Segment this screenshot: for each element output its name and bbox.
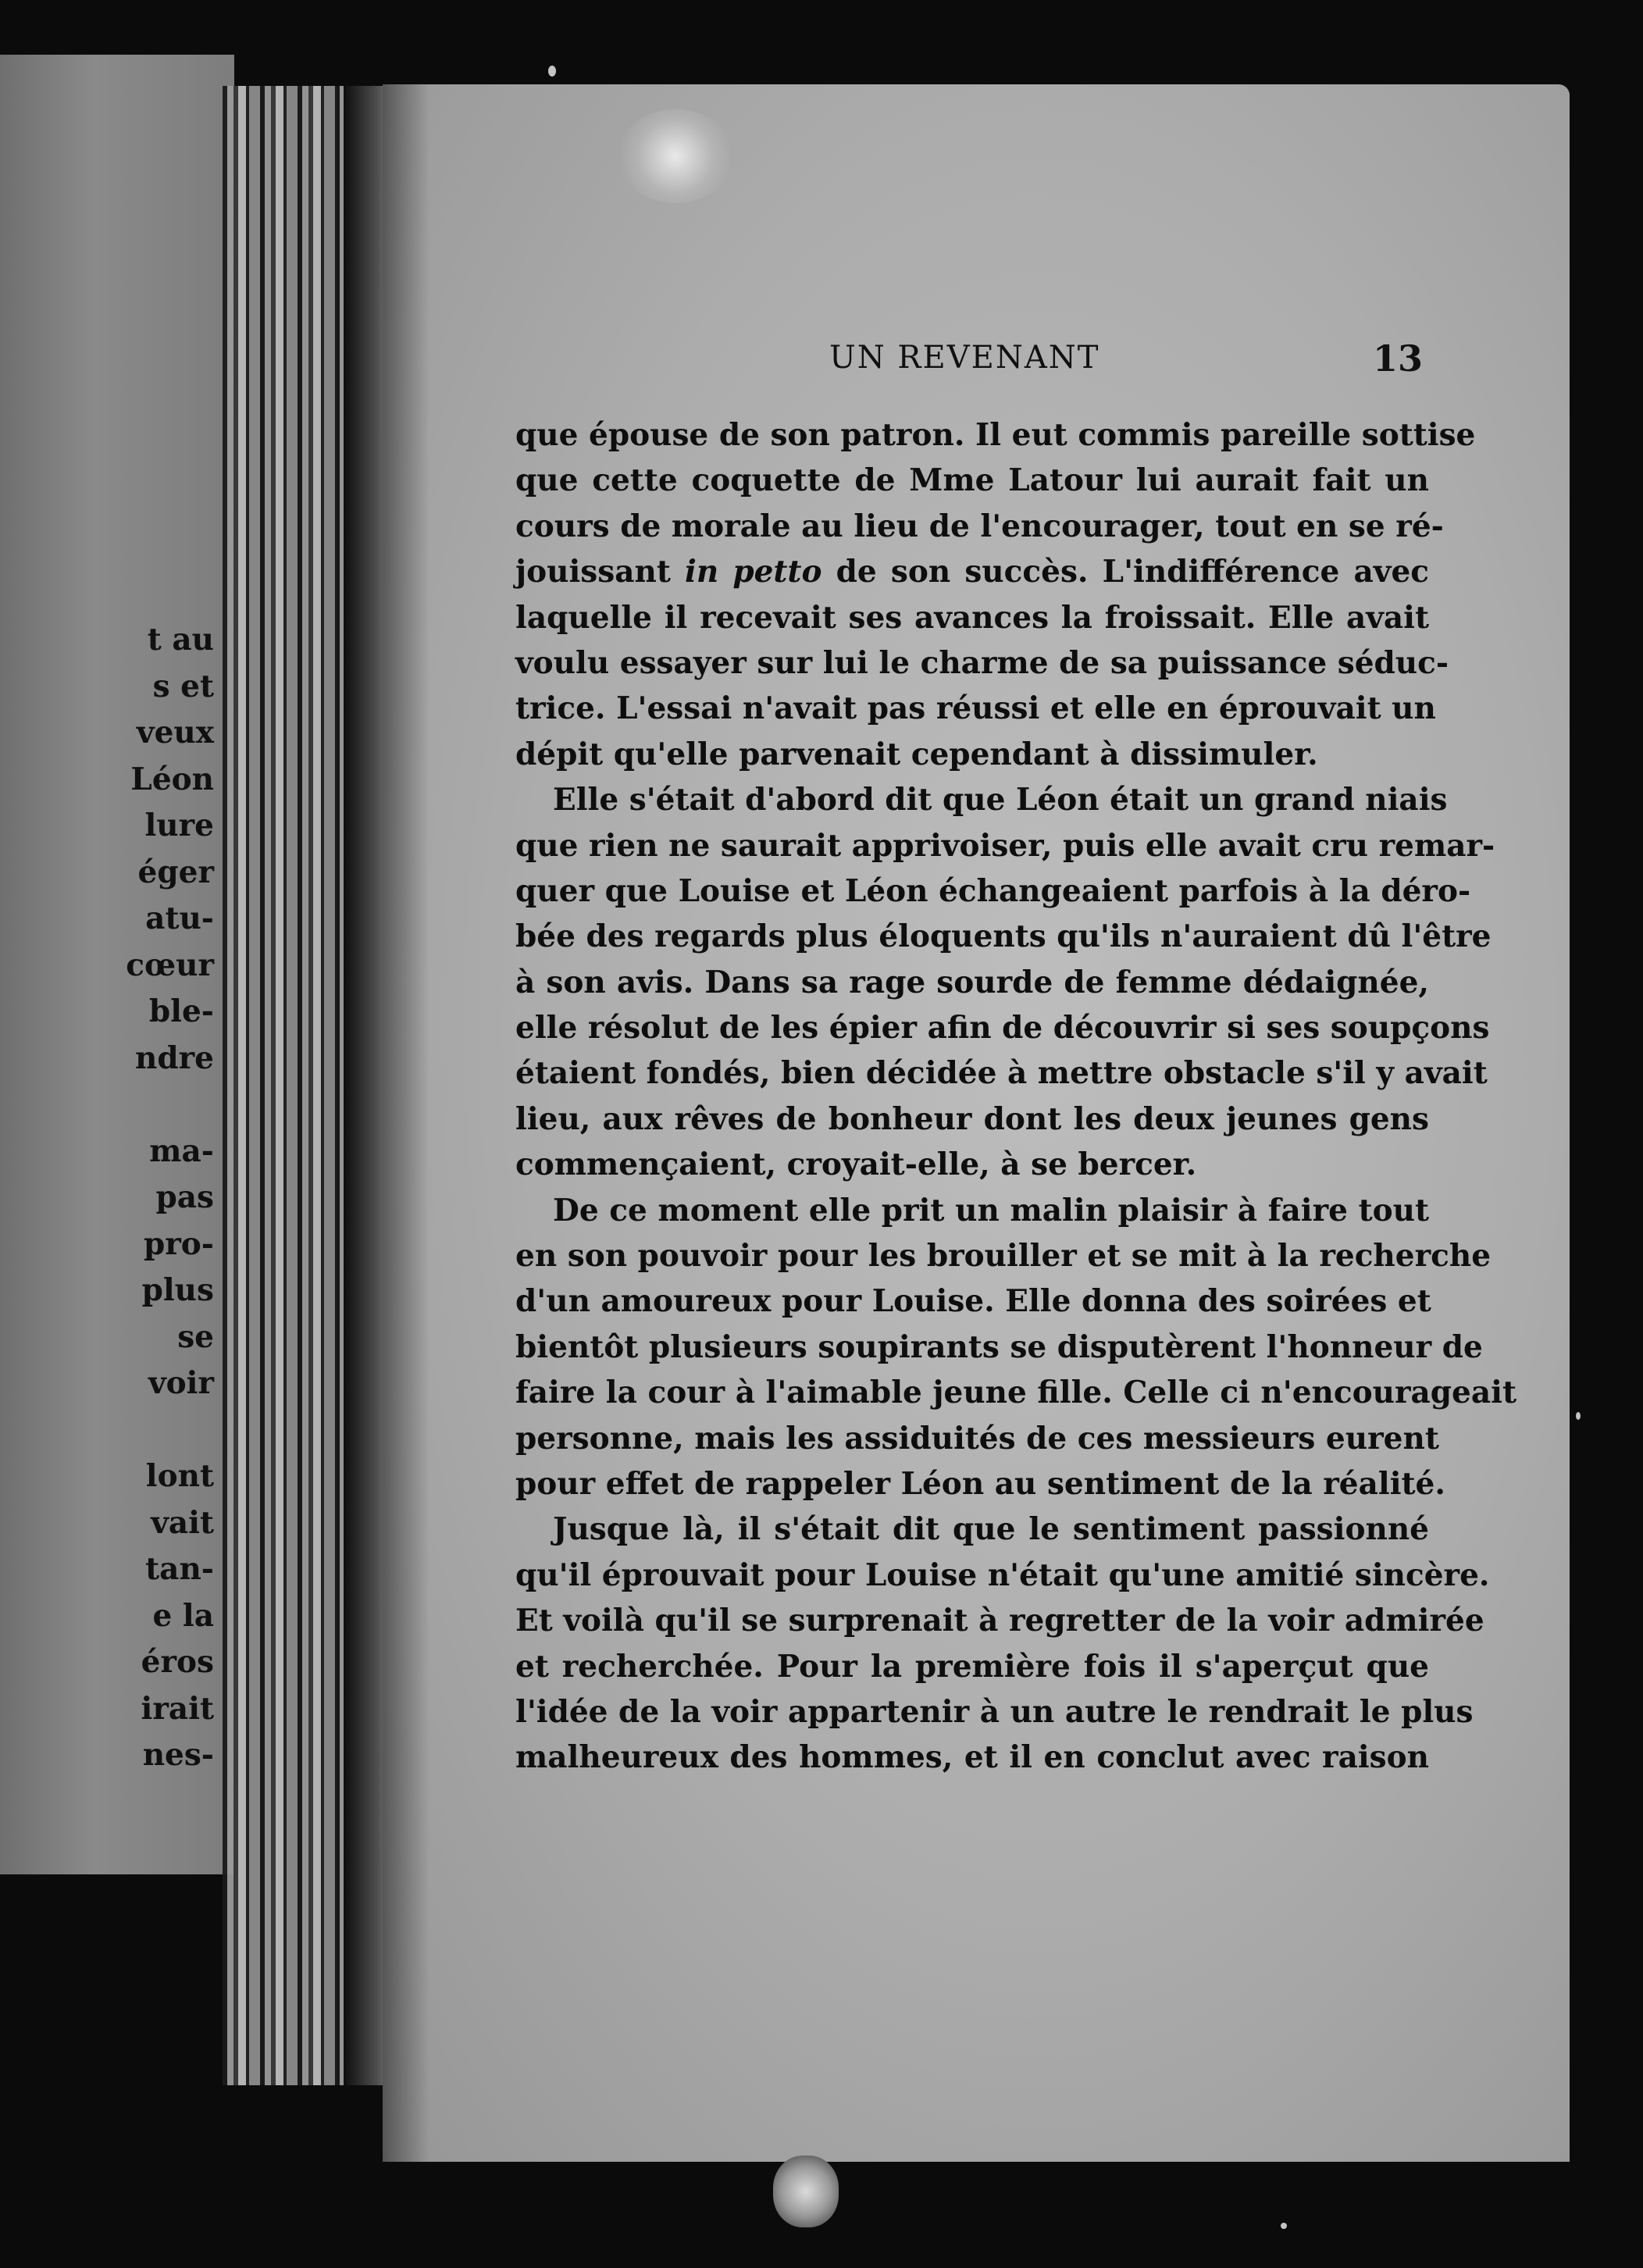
left-fragment: vait xyxy=(151,1504,214,1541)
dust-speck xyxy=(1576,1412,1581,1420)
text-line: elle résolut de les épier afin de découvrir si ses soupçons xyxy=(515,1010,1490,1047)
italic-phrase: in petto xyxy=(685,554,822,590)
text-line: que cette coquette de Mme Latour lui aurait fait un xyxy=(515,462,1429,499)
dust-speck xyxy=(548,66,556,77)
text-segment: jouissant xyxy=(515,554,671,590)
left-fragment: Léon xyxy=(130,761,214,797)
text-line: commençaient, croyait-elle, à se bercer. xyxy=(515,1146,1197,1183)
left-fragment: ma- xyxy=(149,1132,214,1169)
text-line: l'idée de la voir appartenir à un autre le rendrait le plus xyxy=(515,1693,1474,1730)
left-fragment: s et xyxy=(152,668,214,704)
left-fragment: se xyxy=(177,1318,214,1355)
left-page xyxy=(0,55,234,1874)
page-number: 13 xyxy=(1373,337,1424,380)
text-line: pour effet de rappeler Léon au sentiment de la réalité. xyxy=(515,1465,1445,1502)
text-line: laquelle il recevait ses avances la froissait. Elle avait xyxy=(515,599,1429,636)
text-line: voulu essayer sur lui le charme de sa puissance séduc- xyxy=(515,644,1449,681)
left-fragment: atu- xyxy=(145,900,214,936)
text-line: que épouse de son patron. Il eut commis pareille sottise xyxy=(515,417,1476,453)
text-line: que rien ne saurait apprivoiser, puis elle avait cru remar- xyxy=(515,827,1495,864)
left-fragment: t au xyxy=(147,622,214,658)
left-fragment: plus xyxy=(141,1272,214,1308)
running-head: UN REVENANT xyxy=(829,340,1100,376)
gutter-shadow xyxy=(383,84,429,2162)
text-line-with-italic xyxy=(515,549,1429,594)
text-line: qu'il éprouvait pour Louise n'était qu'une amitié sincère. xyxy=(515,1557,1490,1593)
paper-blemish xyxy=(773,2156,839,2227)
text-line: personne, mais les assiduités de ces messieurs eurent xyxy=(515,1420,1439,1457)
left-fragment: e la xyxy=(152,1597,214,1634)
left-fragment: lure xyxy=(144,808,214,843)
text-line: et recherchée. Pour la première fois il s'aperçut que xyxy=(515,1648,1429,1685)
left-fragment: voir xyxy=(148,1365,214,1401)
paragraph-first-line: De ce moment elle prit un malin plaisir à faire tout xyxy=(553,1192,1429,1228)
text-segment: de son succès. L'indifférence avec xyxy=(836,554,1430,590)
left-fragment: nes- xyxy=(142,1737,214,1773)
paper-blemish xyxy=(617,109,734,203)
left-fragment: veux xyxy=(136,715,214,751)
paragraph-first-line: Jusque là, il s'était dit que le sentiment passionné xyxy=(553,1511,1429,1548)
left-fragment: tan- xyxy=(145,1551,214,1587)
left-fragment xyxy=(27,1082,214,1129)
left-fragment: éger xyxy=(137,854,214,890)
left-fragment: lont xyxy=(145,1458,214,1494)
left-fragment: pro- xyxy=(143,1225,214,1262)
page-body-text xyxy=(515,412,1516,1781)
dust-speck xyxy=(1281,2223,1287,2229)
text-line: lieu, aux rêves de bonheur dont les deux jeunes gens xyxy=(515,1100,1429,1137)
text-line: étaient fondés, bien décidée à mettre obstacle s'il y avait xyxy=(515,1055,1488,1092)
text-line: dépit qu'elle parvenait cependant à dissimuler. xyxy=(515,736,1318,772)
left-fragment: irait xyxy=(141,1690,214,1727)
text-line: cours de morale au lieu de l'encourager, tout en se ré- xyxy=(515,508,1444,544)
left-fragment: éros xyxy=(141,1644,214,1680)
left-fragment: ble- xyxy=(148,993,214,1029)
left-fragment: cœur xyxy=(126,947,214,983)
text-line: quer que Louise et Léon échangeaient parfois à la déro- xyxy=(515,872,1471,909)
text-line: trice. L'essai n'avait pas réussi et elle en éprouvait un xyxy=(515,690,1436,727)
text-line: bée des regards plus éloquents qu'ils n'auraient dû l'être xyxy=(515,918,1492,955)
text-line: Et voilà qu'il se surprenait à regretter de la voir admirée xyxy=(515,1603,1484,1639)
left-fragment: ndre xyxy=(135,1040,214,1076)
text-line: d'un amoureux pour Louise. Elle donna des soirées et xyxy=(515,1283,1431,1320)
left-fragment: pas xyxy=(155,1179,214,1215)
paragraph-first-line: Elle s'était d'abord dit que Léon était un grand niais xyxy=(553,782,1448,818)
left-fragment xyxy=(27,1407,214,1454)
text-line: faire la cour à l'aimable jeune fille. Celle ci n'encourageait xyxy=(515,1375,1516,1411)
left-page-text-fragments xyxy=(27,617,214,1779)
text-line: à son avis. Dans sa rage sourde de femme dédaignée, xyxy=(515,964,1429,1000)
text-line: malheureux des hommes, et il en conclut avec raison xyxy=(515,1739,1429,1776)
text-line: en son pouvoir pour les brouiller et se mit à la recherche xyxy=(515,1238,1492,1275)
text-line: bientôt plusieurs soupirants se disputèrent l'honneur de xyxy=(515,1328,1483,1365)
